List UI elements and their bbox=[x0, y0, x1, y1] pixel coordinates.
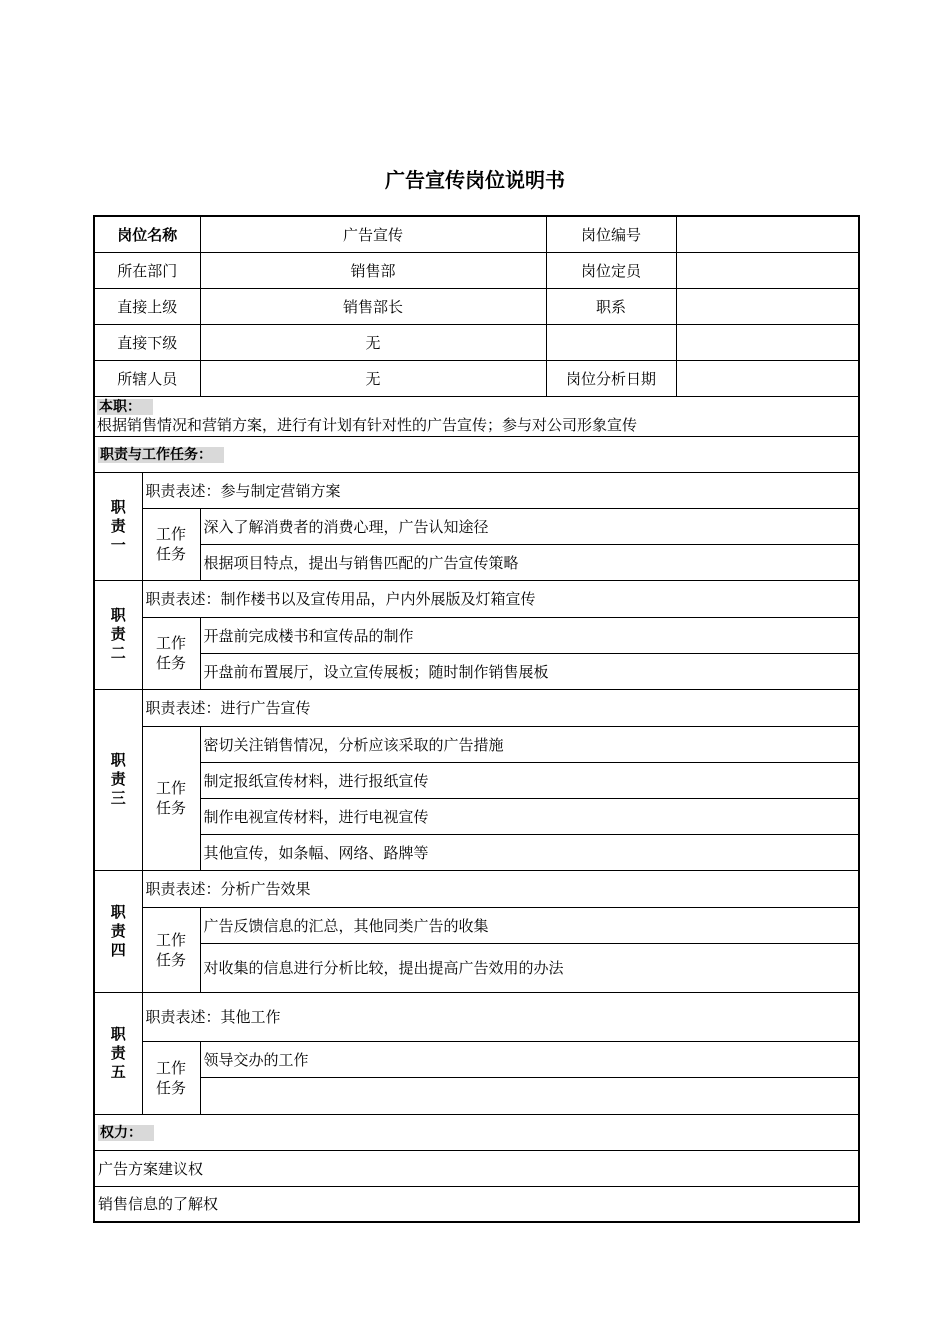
task-item: 密切关注销售情况，分析应该采取的广告措施 bbox=[200, 726, 859, 762]
duty-desc: 职责表述：分析广告效果 bbox=[142, 870, 859, 907]
empty-cell bbox=[546, 324, 676, 360]
benzhi-text: 根据销售情况和营销方案，进行有计划有针对性的广告宣传；参与对公司形象宣传 bbox=[97, 415, 638, 434]
benzhi-label: 本职： bbox=[97, 399, 153, 415]
authority-item: 销售信息的了解权 bbox=[94, 1186, 859, 1222]
task-item: 根据项目特点，提出与销售匹配的广告宣传策略 bbox=[200, 544, 859, 580]
subordinate-value: 无 bbox=[200, 324, 546, 360]
duties-header-row bbox=[94, 436, 859, 472]
duties-header: 职责与工作任务： bbox=[98, 447, 224, 463]
duty-desc: 职责表述：其他工作 bbox=[142, 992, 859, 1041]
job-family-label: 职系 bbox=[546, 288, 676, 324]
task-row bbox=[94, 617, 859, 653]
task-row bbox=[94, 943, 859, 992]
empty-cell bbox=[676, 324, 859, 360]
duty-desc-row bbox=[94, 992, 859, 1041]
task-item bbox=[200, 1077, 859, 1114]
authority-label: 权力： bbox=[98, 1125, 154, 1141]
subordinate-label: 直接下级 bbox=[94, 324, 200, 360]
task-label: 工作任务 bbox=[142, 726, 200, 870]
task-row bbox=[94, 544, 859, 580]
authority-item: 广告方案建议权 bbox=[94, 1150, 859, 1186]
basic-row bbox=[94, 216, 859, 252]
authority-header-cell bbox=[94, 1114, 859, 1150]
staffing-value bbox=[676, 252, 859, 288]
task-item: 广告反馈信息的汇总，其他同类广告的收集 bbox=[200, 907, 859, 943]
benzhi-cell bbox=[94, 396, 859, 436]
managed-label: 所辖人员 bbox=[94, 360, 200, 396]
task-row bbox=[94, 508, 859, 544]
duty-label: 职责四 bbox=[94, 870, 142, 992]
duties-header-cell bbox=[94, 436, 859, 472]
task-item: 其他宣传，如条幅、网络、路牌等 bbox=[200, 834, 859, 870]
duty-desc-row bbox=[94, 870, 859, 907]
task-row bbox=[94, 1041, 859, 1077]
dept-value: 销售部 bbox=[200, 252, 546, 288]
duty-label: 职责五 bbox=[94, 992, 142, 1114]
basic-row bbox=[94, 252, 859, 288]
task-row bbox=[94, 798, 859, 834]
task-row bbox=[94, 726, 859, 762]
managed-value: 无 bbox=[200, 360, 546, 396]
basic-row bbox=[94, 324, 859, 360]
page-title: 广告宣传岗位说明书 bbox=[385, 168, 565, 192]
duty-label: 职责三 bbox=[94, 689, 142, 870]
post-name-label: 岗位名称 bbox=[94, 216, 200, 252]
duty-desc: 职责表述：参与制定营销方案 bbox=[142, 472, 859, 508]
task-item: 开盘前完成楼书和宣传品的制作 bbox=[200, 617, 859, 653]
task-item: 深入了解消费者的消费心理，广告认知途径 bbox=[200, 508, 859, 544]
job-description-table bbox=[93, 215, 860, 1223]
superior-label: 直接上级 bbox=[94, 288, 200, 324]
duty-label: 职责一 bbox=[94, 472, 142, 580]
staffing-label: 岗位定员 bbox=[546, 252, 676, 288]
authority-row bbox=[94, 1150, 859, 1186]
analysis-date-value bbox=[676, 360, 859, 396]
task-item: 领导交办的工作 bbox=[200, 1041, 859, 1077]
task-item: 制作电视宣传材料，进行电视宣传 bbox=[200, 798, 859, 834]
task-item: 对收集的信息进行分析比较，提出提高广告效用的办法 bbox=[200, 943, 859, 992]
task-row bbox=[94, 762, 859, 798]
task-row bbox=[94, 653, 859, 689]
duty-desc-row bbox=[94, 689, 859, 726]
task-label: 工作任务 bbox=[142, 1041, 200, 1114]
task-row bbox=[94, 907, 859, 943]
task-item: 开盘前布置展厅，设立宣传展板；随时制作销售展板 bbox=[200, 653, 859, 689]
post-name-value: 广告宣传 bbox=[200, 216, 546, 252]
basic-row bbox=[94, 288, 859, 324]
authority-header-row bbox=[94, 1114, 859, 1150]
task-row bbox=[94, 834, 859, 870]
basic-row bbox=[94, 360, 859, 396]
duty-desc-row bbox=[94, 580, 859, 617]
authority-row bbox=[94, 1186, 859, 1222]
benzhi-row bbox=[94, 396, 859, 436]
task-row bbox=[94, 1077, 859, 1114]
duty-desc: 职责表述：制作楼书以及宣传用品，户内外展版及灯箱宣传 bbox=[142, 580, 859, 617]
duty-label: 职责二 bbox=[94, 580, 142, 689]
dept-label: 所在部门 bbox=[94, 252, 200, 288]
duty-desc: 职责表述：进行广告宣传 bbox=[142, 689, 859, 726]
post-no-label: 岗位编号 bbox=[546, 216, 676, 252]
task-label: 工作任务 bbox=[142, 617, 200, 689]
task-label: 工作任务 bbox=[142, 907, 200, 992]
analysis-date-label: 岗位分析日期 bbox=[546, 360, 676, 396]
job-family-value bbox=[676, 288, 859, 324]
task-item: 制定报纸宣传材料，进行报纸宣传 bbox=[200, 762, 859, 798]
task-label: 工作任务 bbox=[142, 508, 200, 580]
superior-value: 销售部长 bbox=[200, 288, 546, 324]
duty-desc-row bbox=[94, 472, 859, 508]
post-no-value bbox=[676, 216, 859, 252]
